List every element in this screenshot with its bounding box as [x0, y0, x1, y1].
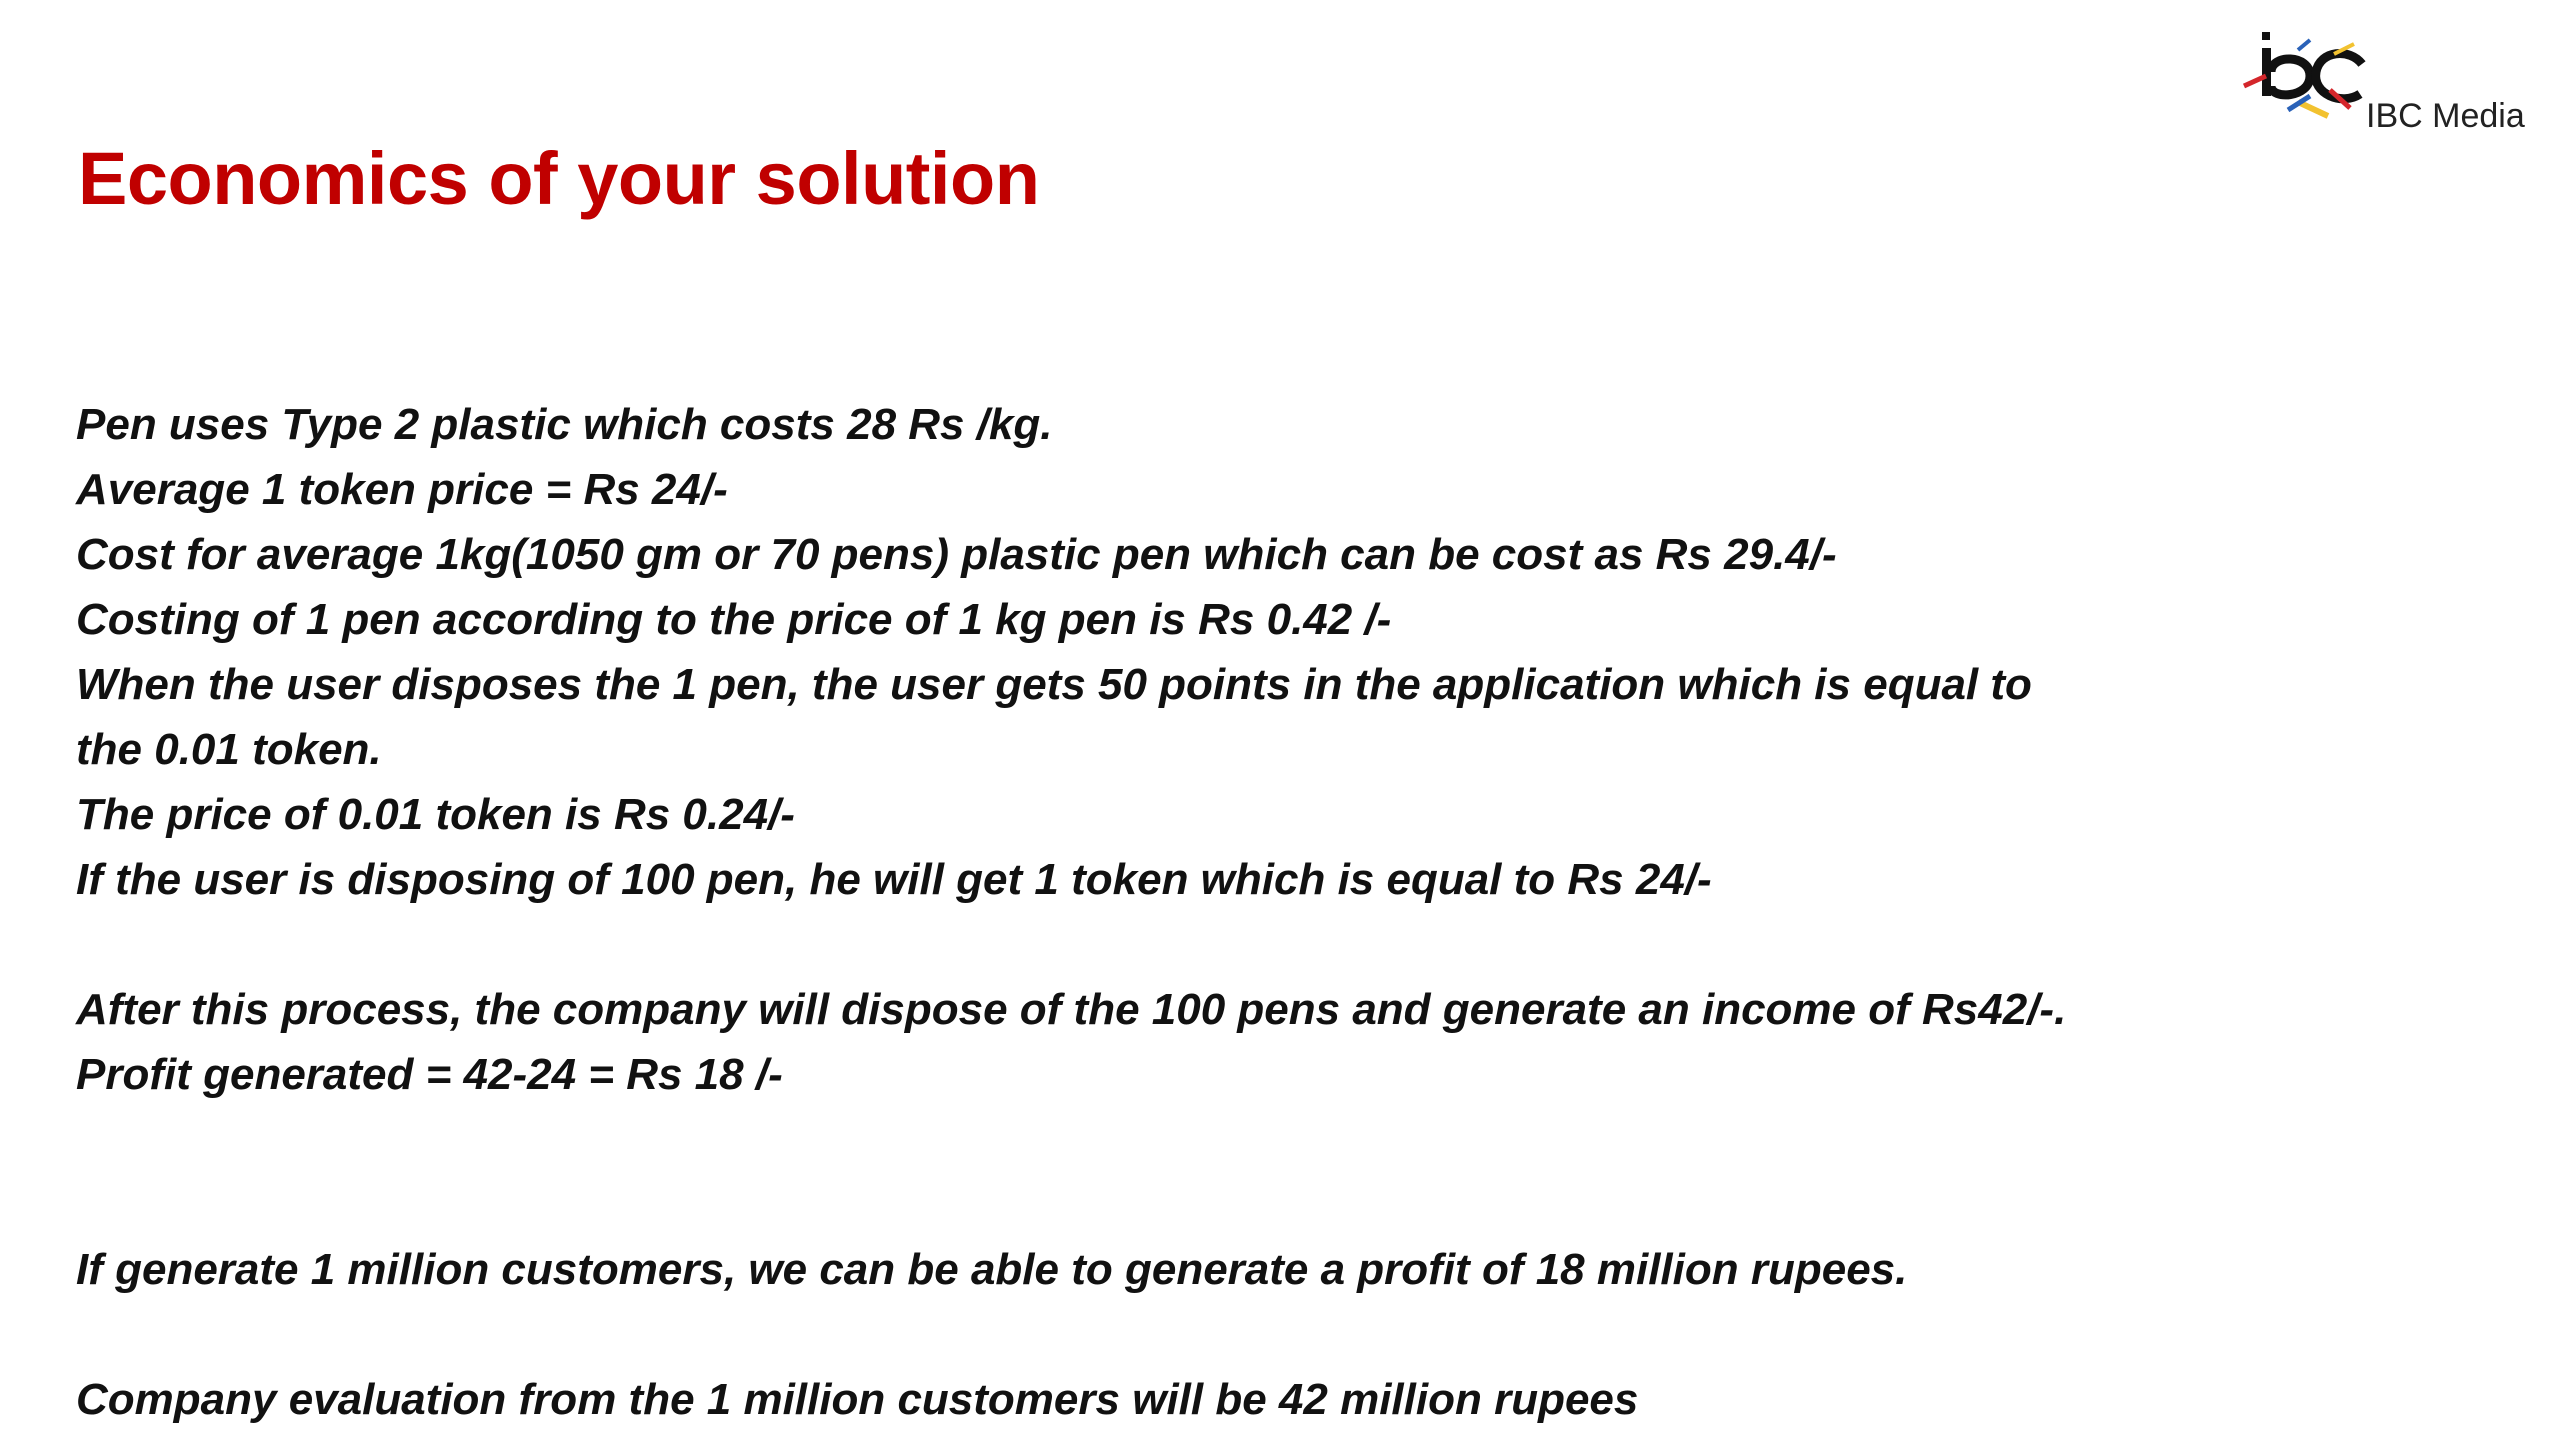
body-line: Average 1 token price = Rs 24/- — [76, 465, 728, 514]
body-line: Profit generated = 42-24 = Rs 18 /- — [76, 1050, 783, 1099]
body-line: Cost for average 1kg(1050 gm or 70 pens) plastic pen which can be cost as Rs 29.4/- — [76, 530, 1837, 579]
ibc-media-logo — [2238, 24, 2538, 144]
body-line: After this process, the company will dispose of the 100 pens and generate an income of Rs42/-. — [76, 985, 2067, 1034]
spacer — [76, 912, 2456, 977]
body-line: If generate 1 million customers, we can be able to generate a profit of 18 million rupees. — [76, 1245, 1908, 1294]
body-line: Costing of 1 pen according to the price of 1 kg pen is Rs 0.42 /- — [76, 595, 1392, 644]
spacer — [76, 1302, 2456, 1367]
body-line: The price of 0.01 token is Rs 0.24/- — [76, 790, 795, 839]
body-line: When the user disposes the 1 pen, the user gets 50 points in the application which is equal to — [76, 660, 2032, 709]
logo-text: IBC Media — [2366, 97, 2525, 135]
body-line: Pen uses Type 2 plastic which costs 28 Rs /kg. — [76, 400, 1053, 449]
slide-title: Economics of your solution — [78, 137, 1040, 220]
body-line: If the user is disposing of 100 pen, he will get 1 token which is equal to Rs 24/- — [76, 855, 1712, 904]
spacer — [76, 1107, 2456, 1237]
body-line: Company evaluation from the 1 million customers will be 42 million rupees — [76, 1375, 1639, 1424]
body-line: the 0.01 token. — [76, 725, 382, 774]
slide-body — [76, 392, 2456, 1432]
ibc-logo-icon — [2238, 24, 2368, 144]
